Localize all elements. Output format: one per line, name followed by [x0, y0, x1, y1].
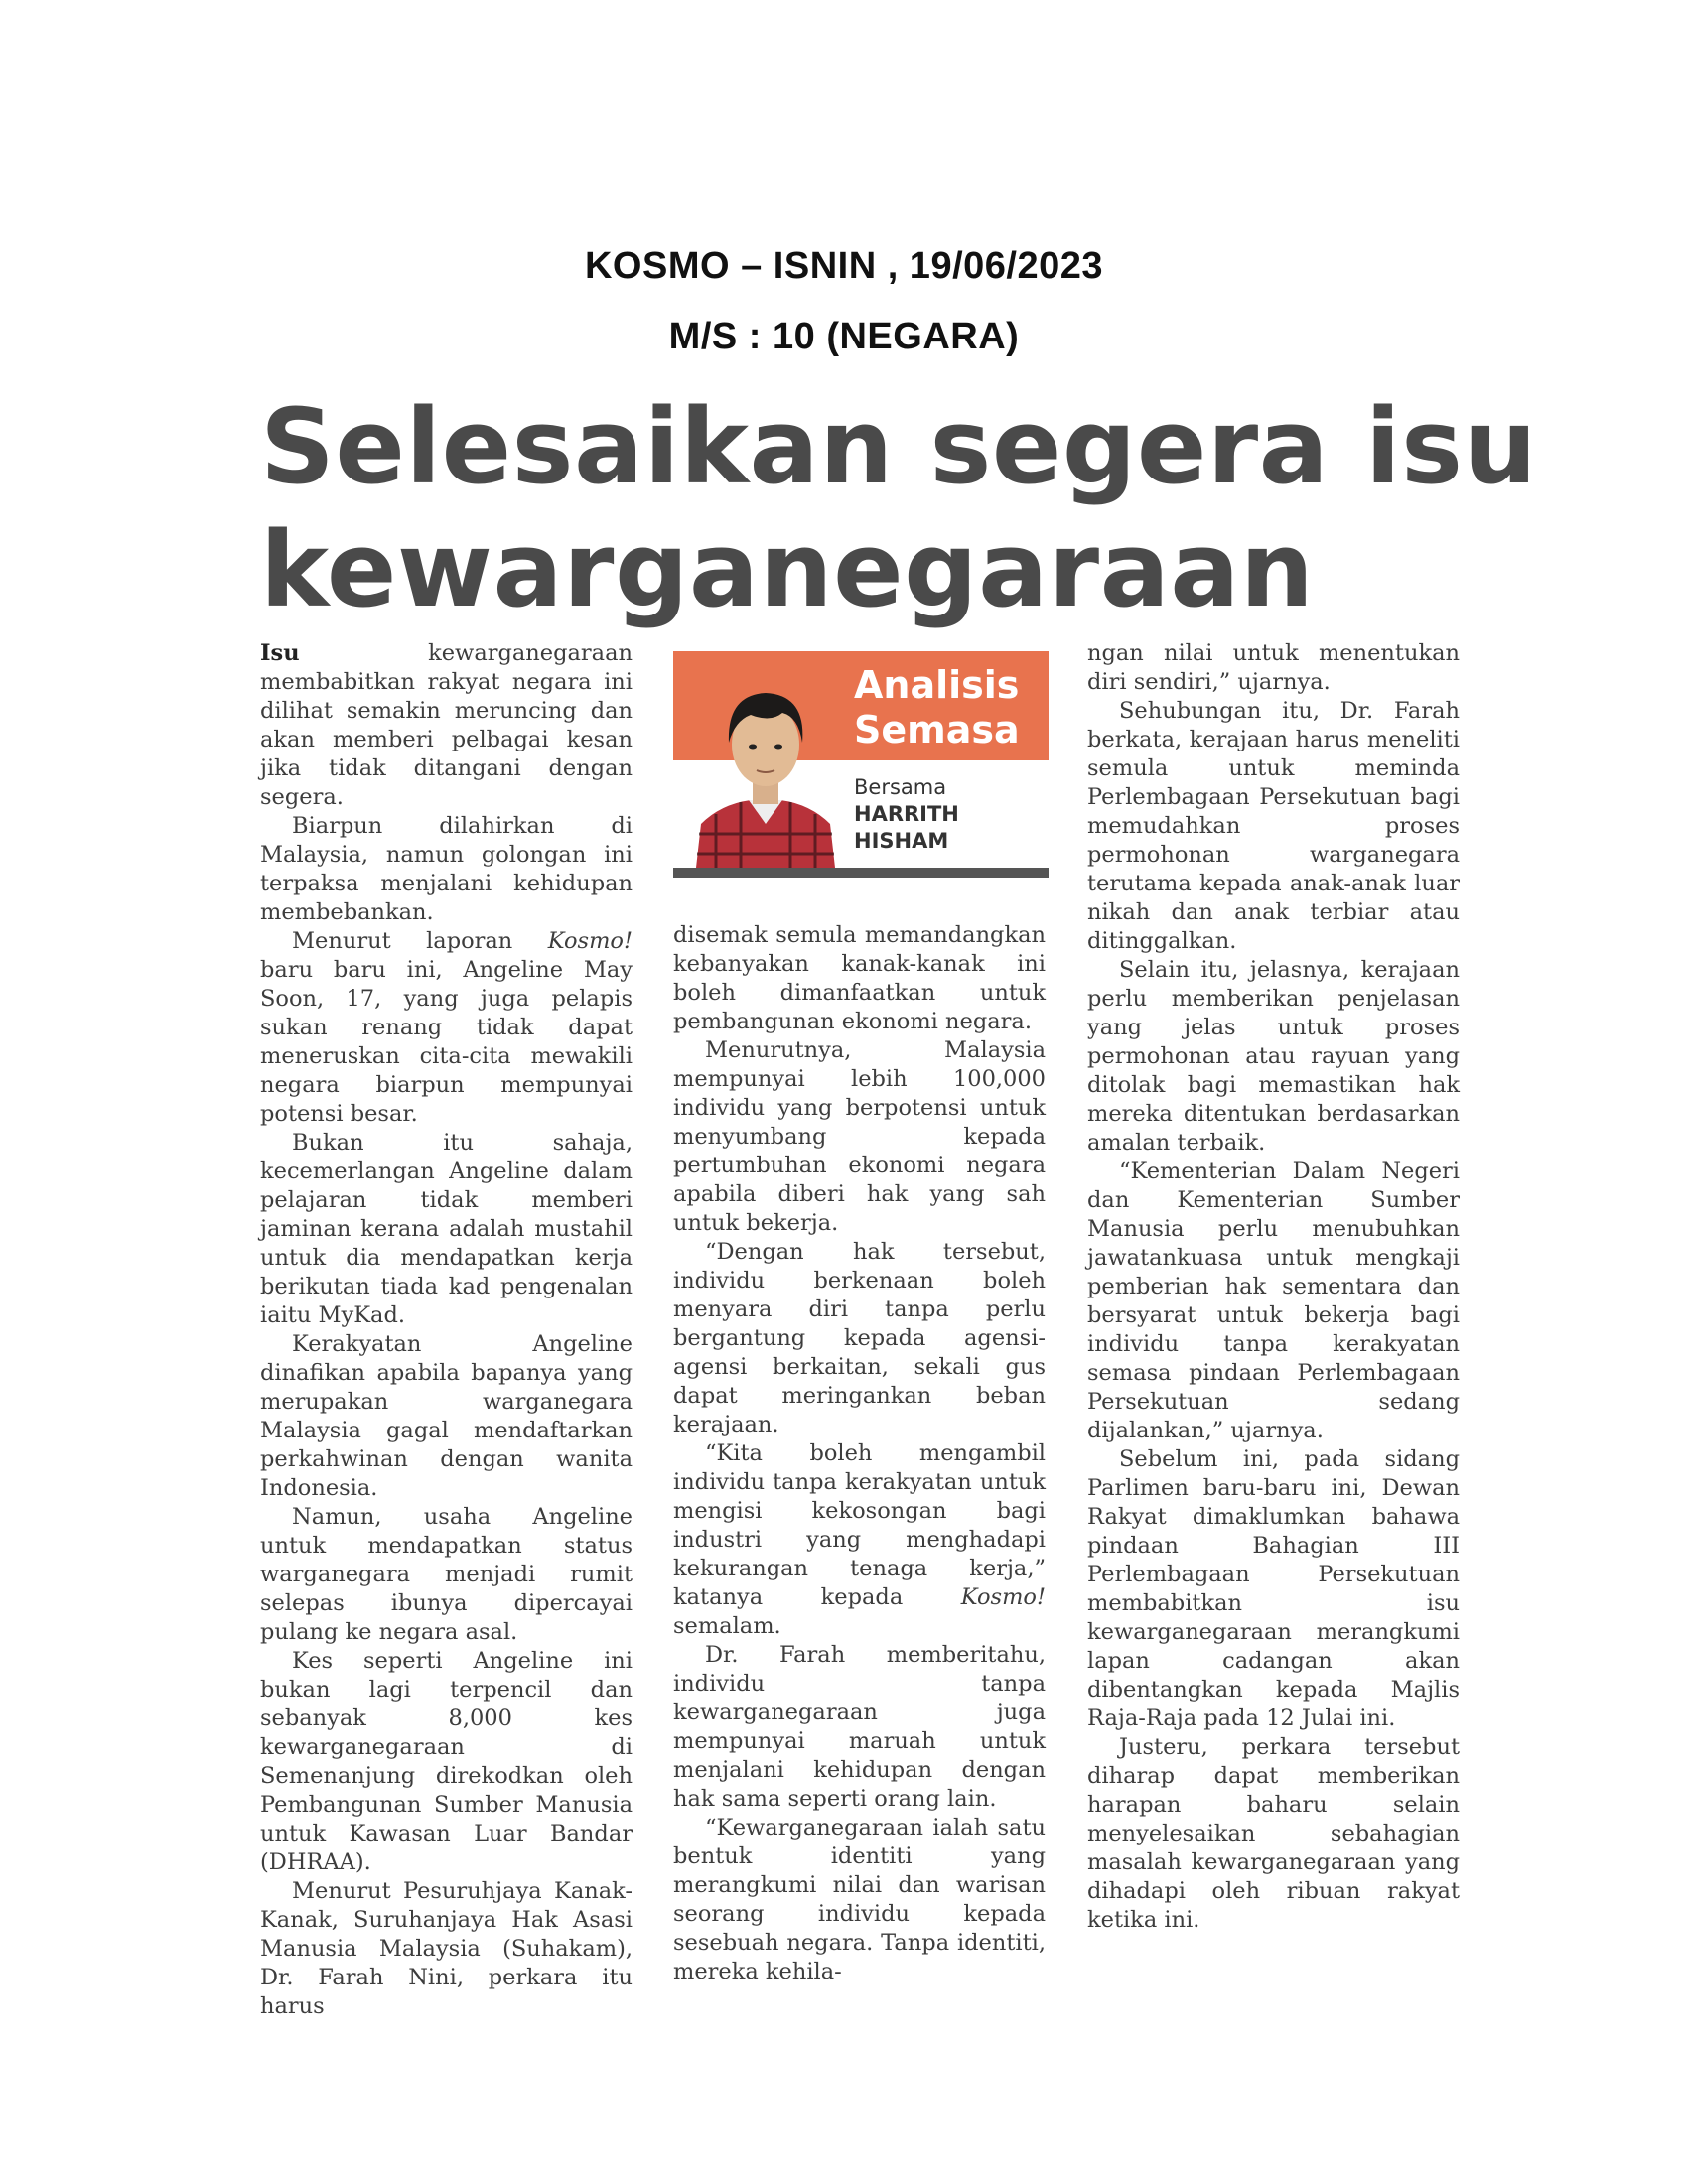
- article-column-1: [260, 639, 633, 2021]
- paragraph: Biarpun dilahirkan di Malaysia, namun golongan ini terpaksa menjalani kehidupan membebankan.: [260, 813, 633, 925]
- headline-line-2: kewarganegaraan: [260, 509, 1315, 630]
- columnist-portrait-image: [691, 665, 840, 868]
- paragraph: [673, 1439, 1046, 1641]
- article-headline: [260, 385, 1538, 631]
- columnist-byline: [854, 774, 1043, 855]
- paragraph: “Dengan hak tersebut, individu berkenaan boleh menyara diri tanpa perlu bergantung kepada agensi-agensi berkaitan, sekali gus dapat meringankan beban kerajaan.: [673, 1239, 1046, 1437]
- paragraph: Kes seperti Angeline ini bukan lagi terpencil dan sebanyak 8,000 kes kewarganegaraan di Semenanjung direkodkan oleh Pembangunan Sumber Manusia untuk Kawasan Luar Bandar (DHRAA).: [260, 1648, 633, 1875]
- publication-date-header: KOSMO – ISNIN , 19/06/2023: [584, 245, 1103, 287]
- paragraph: Justeru, perkara tersebut diharap dapat memberikan harapan baharu selain menyelesaikan sebahagian masalah kewarganegaraan yang dihadapi oleh ribuan rakyat ketika ini.: [1087, 1734, 1460, 1933]
- paragraph: [260, 639, 633, 812]
- article-column-3: [1087, 639, 1460, 1935]
- paragraph: Sebelum ini, pada sidang Parlimen baru-baru ini, Dewan Rakyat dimaklumkan bahawa pindaan Bahagian III Perlembagaan Persekutuan membabitkan isu kewarganegaraan merangkumi lapan cadangan akan dibentangkan kepada Majlis Raja-Raja pada 12 Julai ini.: [1087, 1446, 1460, 1731]
- paragraph-text: kewarganegaraan membabitkan rakyat negara ini dilihat semakin meruncing dan akan memberi pelbagai kesan jika tidak ditangani dengan segera.: [260, 640, 633, 810]
- author-name-line-2: HISHAM: [854, 829, 949, 853]
- paragraph: Kerakyatan Angeline dinafikan apabila bapanya yang merupakan warganegara Malaysia gagal mendaftarkan perkahwinan dengan wanita Indonesia.: [260, 1331, 633, 1501]
- page-section-header: M/S : 10 (NEGARA): [668, 316, 1020, 357]
- article-column-2: [673, 921, 1046, 1986]
- paragraph: Menurut Pesuruhjaya Kanak-Kanak, Suruhanjaya Hak Asasi Manusia Malaysia (Suhakam), Dr. Farah Nini, perkara itu harus: [260, 1878, 633, 2019]
- column-title-line-1: Analisis: [854, 663, 1020, 707]
- paragraph: [260, 927, 633, 1129]
- columnist-box-rule: [673, 868, 1049, 878]
- paragraph-text: “Kita boleh mengambil individu tanpa kerakyatan untuk mengisi kekosongan bagi industri yang menghadapi kekurangan tenaga kerja,” katanya kepada: [673, 1440, 1046, 1610]
- paragraph: “Kementerian Dalam Negeri dan Kementerian Sumber Manusia perlu menubuhkan jawatankuasa untuk mengkaji pemberian hak sementara dan bersyarat untuk bekerja bagi individu tanpa kerakyatan semasa pindaan Perlembagaan Persekutuan sedang dijalankan,” ujarnya.: [1087, 1159, 1460, 1443]
- paragraph: Bukan itu sahaja, kecemerlangan Angeline dalam pelajaran tidak memberi jaminan kerana adalah mustahil untuk dia mendapatkan kerja berikutan tiada kad pengenalan iaitu MyKad.: [260, 1130, 633, 1328]
- paragraph-text: Menurut laporan: [292, 928, 548, 954]
- paragraph-text: baru baru ini, Angeline May Soon, 17, yang juga pelapis sukan renang tidak dapat meneruskan cita-cita mewakili negara biarpun mempunyai potensi besar.: [260, 957, 633, 1127]
- lead-word: Isu: [260, 640, 300, 666]
- paragraph: disemak semula memandangkan kebanyakan kanak-kanak ini boleh dimanfaatkan untuk pembangunan ekonomi negara.: [673, 922, 1046, 1034]
- headline-line-1: Selesaikan segera isu: [260, 386, 1538, 507]
- byline-prefix: Bersama: [854, 775, 947, 799]
- paragraph: Menurutnya, Malaysia mempunyai lebih 100,000 individu yang berpotensi untuk menyumbang kepada pertumbuhan ekonomi negara apabila diberi hak yang sah untuk bekerja.: [673, 1037, 1046, 1236]
- paragraph-text: semalam.: [673, 1613, 781, 1639]
- publication-name: Kosmo!: [547, 928, 633, 954]
- column-title: [854, 663, 1043, 752]
- paragraph: Selain itu, jelasnya, kerajaan perlu memberikan penjelasan yang jelas untuk proses permohonan atau rayuan yang ditolak bagi memastikan hak mereka ditentukan berdasarkan amalan terbaik.: [1087, 957, 1460, 1156]
- author-name-line-1: HARRITH: [854, 802, 959, 826]
- column-title-line-2: Semasa: [854, 708, 1020, 751]
- publication-name: Kosmo!: [960, 1584, 1046, 1610]
- paragraph: ngan nilai untuk menentukan diri sendiri,” ujarnya.: [1087, 640, 1460, 695]
- columnist-photo: [691, 665, 840, 868]
- paragraph: Namun, usaha Angeline untuk mendapatkan status warganegara menjadi rumit selepas ibunya dipercayai pulang ke negara asal.: [260, 1504, 633, 1645]
- columnist-box: [673, 651, 1049, 882]
- paragraph: “Kewarganegaraan ialah satu bentuk identiti yang merangkumi nilai dan warisan seorang individu kepada sesebuah negara. Tanpa identiti, mereka kehila-: [673, 1815, 1046, 1984]
- paragraph: Dr. Farah memberitahu, individu tanpa kewarganegaraan juga mempunyai maruah untuk menjalani kehidupan dengan hak sama seperti orang lain.: [673, 1642, 1046, 1812]
- paragraph: Sehubungan itu, Dr. Farah berkata, kerajaan harus meneliti semula untuk meminda Perlembagaan Persekutuan bagi memudahkan proses permohonan warganegara terutama kepada anak-anak luar nikah dan anak terbiar atau ditinggalkan.: [1087, 698, 1460, 954]
